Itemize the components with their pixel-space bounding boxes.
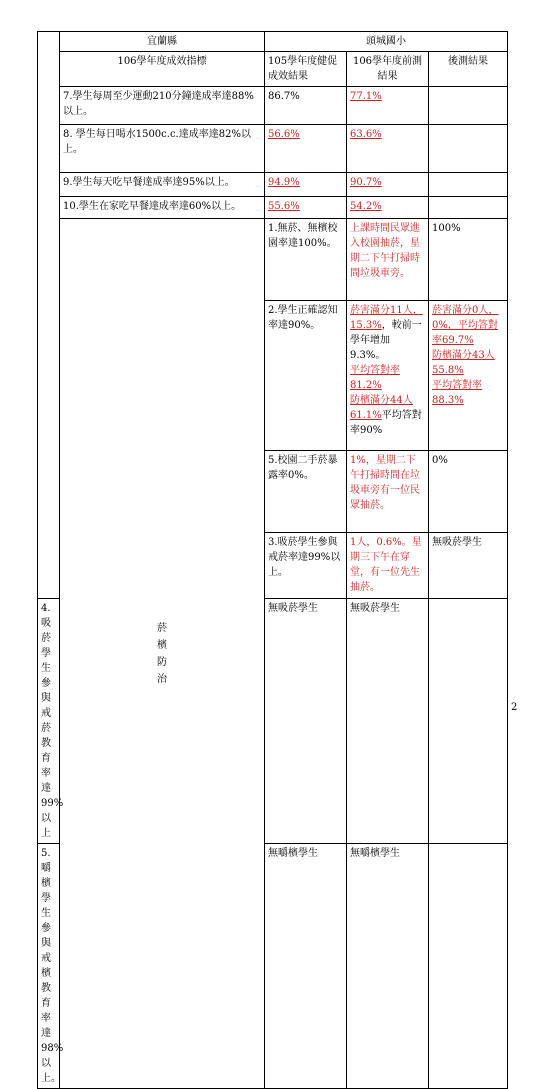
indicator-text: 9.學生每天吃早餐達成率達95%以上。 xyxy=(60,173,265,197)
county-header: 宜蘭縣 xyxy=(60,32,265,52)
y105-result: 94.9% xyxy=(268,177,300,188)
y106-result: 無嚼檳學生 xyxy=(347,844,429,1089)
indicator-text: 3.吸菸學生參與戒菸率達99%以上。 xyxy=(265,533,347,599)
y105-result: 無嚼檳學生 xyxy=(265,844,347,1089)
indicator-text: 4.吸菸學生參與戒菸教育率達99%以上 xyxy=(38,599,60,844)
y106-result: 90.7% xyxy=(350,177,382,188)
post-result xyxy=(429,844,508,1089)
y105-text: ，較前一學年增加9.3%。 xyxy=(350,320,422,361)
indicator-table xyxy=(37,31,508,1089)
y105-result: 上課時間民眾進入校園抽菸，星期二下午打掃時間垃圾車旁。 xyxy=(347,219,429,301)
y105-result: 1%，星期二下午打掃時間在垃圾車旁有一位民眾抽菸。 xyxy=(347,451,429,533)
post-result xyxy=(429,87,508,125)
post-test-column-header: 後測結果 xyxy=(429,52,508,87)
post-result xyxy=(429,599,508,844)
indicator-text: 7.學生每周至少運動210分鐘達成率達88%以上。 xyxy=(60,87,265,125)
y106-red-text: 平均答對率88.3% xyxy=(432,380,482,406)
category-char: 防 xyxy=(157,656,167,668)
y106-result: 無吸菸學生 xyxy=(347,599,429,844)
y106-red-text: 菸害滿分0人，0%，平均答對率69.7% xyxy=(432,305,499,346)
indicator-text: 1.無菸、無檳校園率達100%。 xyxy=(265,219,347,301)
post-result xyxy=(429,173,508,197)
y105-result: 86.7% xyxy=(265,87,347,125)
table-row xyxy=(38,173,508,197)
category-char: 治 xyxy=(157,673,167,685)
y105-result: 1人，0.6%。星期三下午在穿堂，有一位先生抽菸。 xyxy=(347,533,429,599)
table-row xyxy=(38,197,508,219)
y106-result: 77.1% xyxy=(350,91,382,102)
y106-result xyxy=(429,301,508,451)
category-char: 菸 xyxy=(157,622,167,634)
y105-red-text: 菸害滿分11人，15.3% xyxy=(350,305,423,331)
y106-result: 100% xyxy=(429,219,508,301)
y105-red-text: 平均答對率81.2% xyxy=(350,365,400,391)
indicator-text: 2.學生正確認知率達90%。 xyxy=(265,301,347,451)
y105-result: 55.6% xyxy=(268,201,300,212)
page-number: 2 xyxy=(511,702,518,713)
y105-result: 56.6% xyxy=(268,129,300,140)
post-result xyxy=(429,197,508,219)
y106-column-header: 106學年度前測結果 xyxy=(347,52,429,87)
y106-result: 54.2% xyxy=(350,201,382,212)
table-row xyxy=(38,125,508,173)
y105-red-text: 防檳滿分44人61.1% xyxy=(350,395,413,421)
indicator-text: 10.學生在家吃早餐達成率達60%以上。 xyxy=(60,197,265,219)
school-header: 頭城國小 xyxy=(265,32,508,52)
indicator-text: 5.校園二手菸暴露率0%。 xyxy=(265,451,347,533)
y106-red-text: 防檳滿分43人55.8% xyxy=(432,350,495,376)
table-row xyxy=(38,87,508,125)
y106-result: 0% xyxy=(429,451,508,533)
post-result xyxy=(429,125,508,173)
y105-text: 平均答對率90% xyxy=(350,410,422,436)
y106-result: 63.6% xyxy=(350,129,382,140)
indicator-text: 8. 學生每日喝水1500c.c.達成率達82%以上。 xyxy=(60,125,265,173)
y106-result: 無吸菸學生 xyxy=(429,533,508,599)
indicator-column-header: 106學年度成效指標 xyxy=(60,52,265,87)
y105-column-header: 105學年度健促成效結果 xyxy=(265,52,347,87)
y105-result: 無吸菸學生 xyxy=(265,599,347,844)
category-label xyxy=(60,219,265,1089)
indicator-text: 5.嚼檳學生參與戒檳教育率達98%以上。 xyxy=(38,844,60,1089)
table-row xyxy=(38,219,508,301)
blank-category-cell xyxy=(38,32,60,599)
y105-result xyxy=(347,301,429,451)
category-char: 檳 xyxy=(157,639,167,651)
